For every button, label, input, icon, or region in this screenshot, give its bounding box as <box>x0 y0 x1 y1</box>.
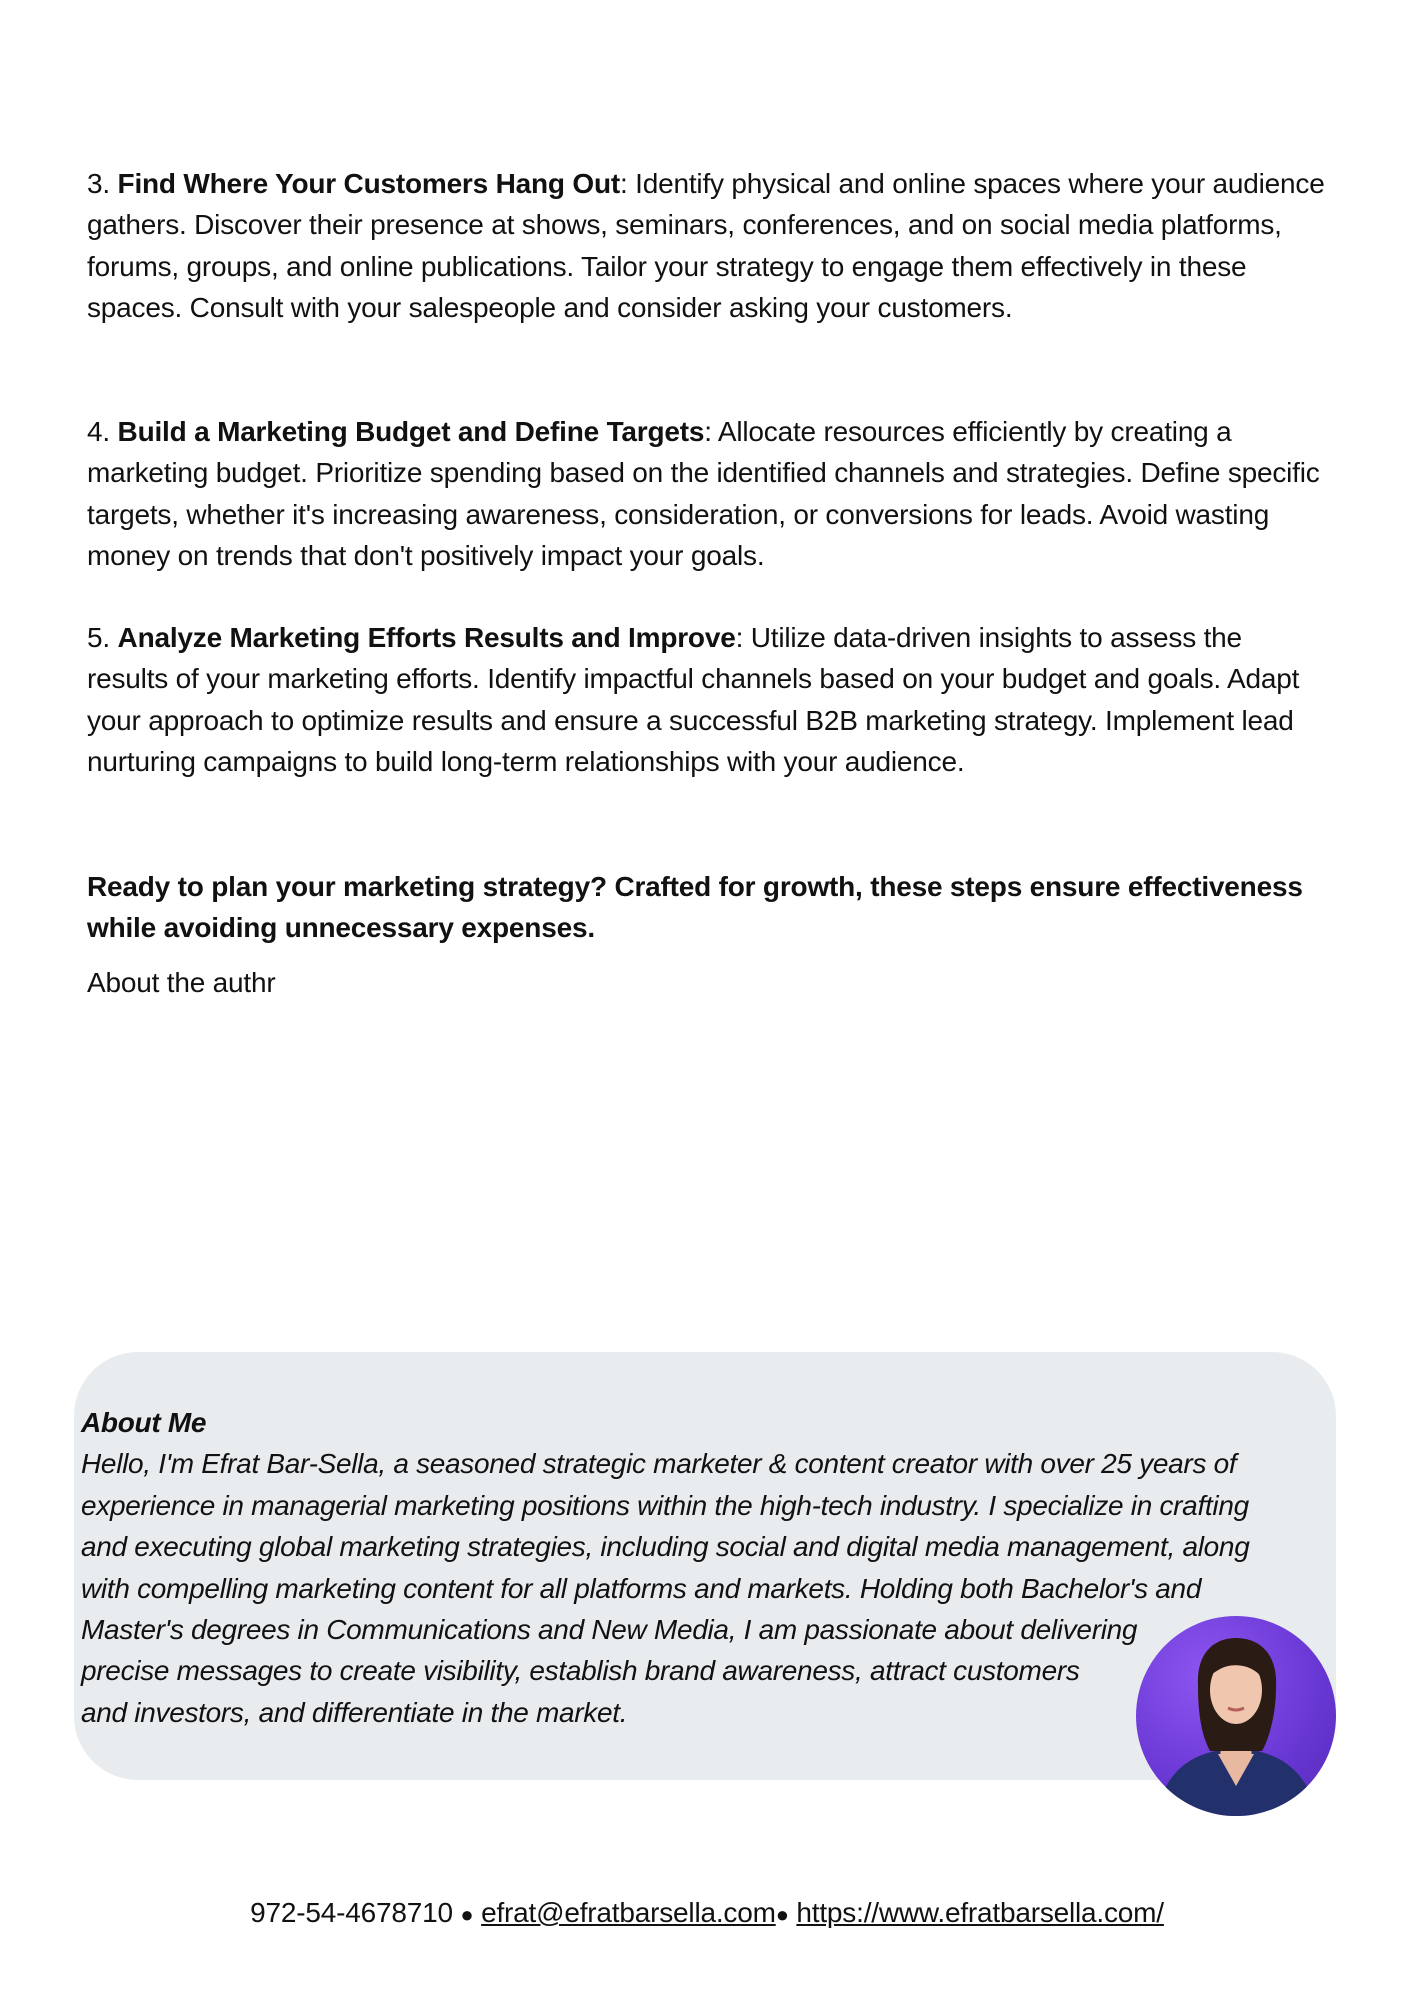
step-body: : Allocate resources efficiently by creating a marketing budget. Prioritize spending based on the identified channels and strategies. Define specific targets, whether it's increasing awareness, consideration, or conversions for leads. Avoid wasting money on trends that don't positively impact your goals. <box>87 416 1320 572</box>
step-number: 4. <box>87 416 110 447</box>
step-title: Find Where Your Customers Hang Out <box>117 168 620 199</box>
bullet-separator: ● <box>775 1902 789 1927</box>
about-line: and executing global marketing strategies, including social and digital media management, along <box>81 1531 1250 1563</box>
about-line: Hello, I'm Efrat Bar-Sella, a seasoned strategic marketer & content creator with over 25 years of <box>81 1448 1237 1480</box>
about-line: experience in managerial marketing positions within the high-tech industry. I specialize in crafting <box>81 1489 1249 1521</box>
website-link[interactable]: https://www.efratbarsella.com/ <box>796 1897 1164 1928</box>
about-line: with compelling marketing content for all platforms and markets. Holding both Bachelor's and <box>81 1572 1202 1604</box>
step-number: 3. <box>87 168 110 199</box>
step-title: Build a Marketing Budget and Define Targets <box>117 416 705 447</box>
author-heading: About the authr <box>87 967 276 998</box>
step-body: : Utilize data-driven insights to assess the results of your marketing efforts. Identify impactful channels based on your budget and goals. Adapt your approach to optimize results and ensure a successful B2B marketing strategy. Implement lead nurturing campaigns to build long-term relationships with your audience. <box>87 622 1300 778</box>
step-4-paragraph <box>87 411 1327 577</box>
author-avatar <box>1136 1616 1336 1816</box>
step-number: 5. <box>87 622 110 653</box>
step-body: : Identify physical and online spaces where your audience gathers. Discover their presence at shows, seminars, conferences, and on social media platforms, forums, groups, and online publications. Tailor your strategy to engage them effectively in these spaces. Consult with your salespeople and consider asking your customers. <box>87 168 1325 324</box>
step-5-paragraph <box>87 617 1327 783</box>
call-to-action: Ready to plan your marketing strategy? Crafted for growth, these steps ensure effectiveness while avoiding unnecessary expenses. <box>87 871 1303 944</box>
about-line: and investors, and differentiate in the market. <box>81 1696 628 1728</box>
phone-number: 972-54-4678710 <box>250 1897 453 1928</box>
contact-footer <box>0 1893 1414 1935</box>
about-me-text <box>81 1402 1321 1733</box>
email-link[interactable]: efrat@efratbarsella.com <box>481 1897 776 1928</box>
about-line: Master's degrees in Communications and New Media, I am passionate about delivering <box>81 1614 1138 1646</box>
step-title: Analyze Marketing Efforts Results and Improve <box>117 622 736 653</box>
about-me-title: About Me <box>81 1407 207 1438</box>
about-line: precise messages to create visibility, establish brand awareness, attract customers <box>81 1655 1080 1687</box>
portrait-illustration <box>1136 1616 1336 1816</box>
bullet-separator: ● <box>460 1902 474 1927</box>
step-3-paragraph <box>87 163 1327 329</box>
